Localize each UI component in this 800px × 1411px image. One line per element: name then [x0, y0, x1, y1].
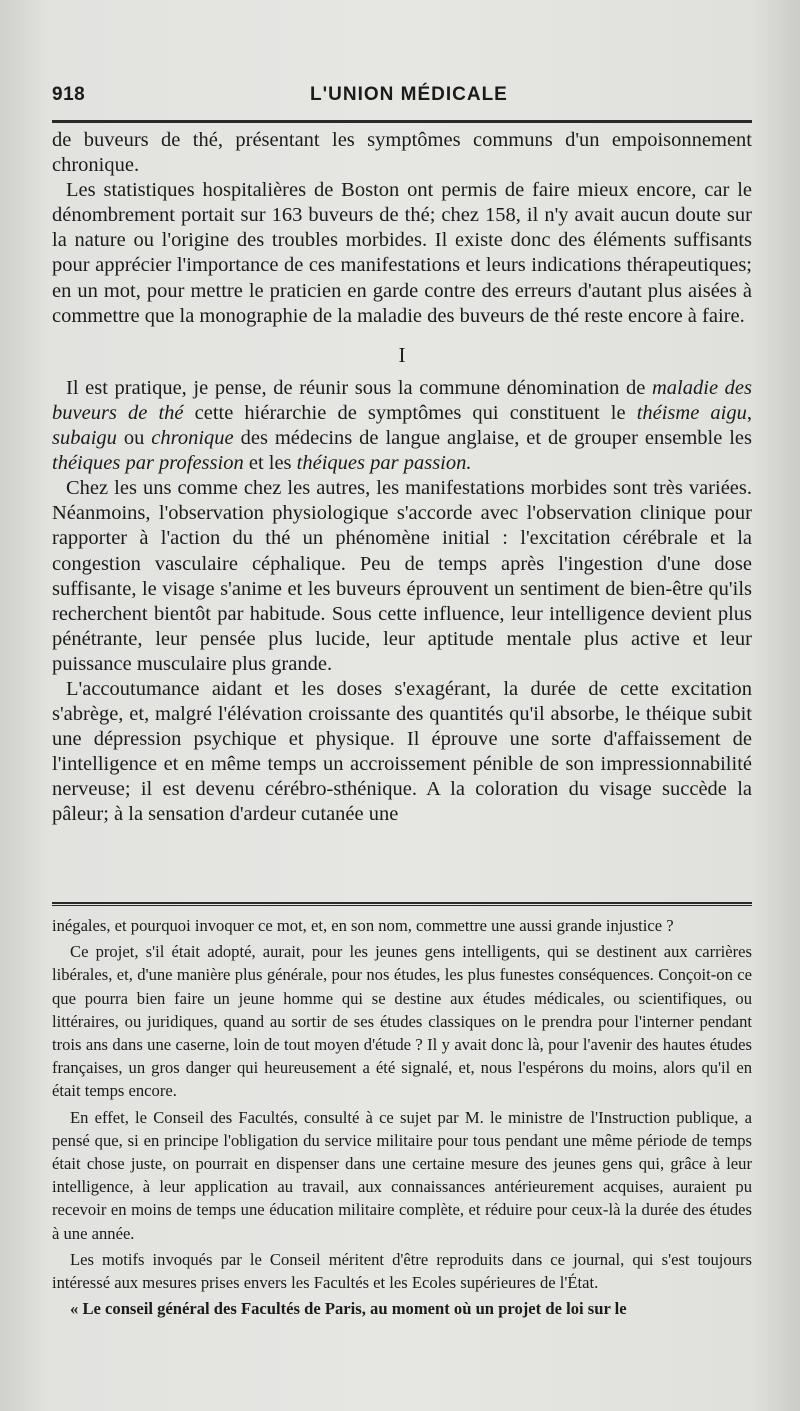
section-number: I — [398, 342, 406, 367]
emphasis: théiques par passion. — [296, 452, 472, 475]
feuilleton-paragraph: inégales, et pourquoi invoquer ce mot, et, en son nom, commettre une aussi grande injustice ? — [52, 916, 674, 935]
emphasis: chronique — [151, 427, 234, 450]
paragraph: Chez les uns comme chez les autres, les manifestations morbides sont très variées. Néanmoins, l'observation physiologique s'accorde avec l'observation clinique pour rapporter à l'action du thé un phénomène initial : l'excitation cérébrale et la congestion vasculaire céphalique. Peu de temps après l'ingestion d'une dose suffisante, le visage s'anime et les buveurs éprouvent un sentiment de bien-être qu'ils recherchent bientôt par habitude. Sous cette influence, leur intelligence devient plus pénétrante, leur pensée plus lucide, leur aptitude mentale plus active et leur puissance musculaire plus grande. — [52, 477, 752, 675]
emphasis: théisme aigu — [636, 401, 747, 424]
paragraph: Il est pratique, je pense, de réunir sous la commune dénomination de maladie des buveurs de thé cette hiérarchie de symptômes qui constituent le théisme aigu, subaigu ou chronique des médecins de langue anglaise, et de grouper ensemble les théiques par profession et les théiques par passion. — [52, 376, 753, 475]
feuilleton-rule — [52, 902, 752, 906]
paragraph: de buveurs de thé, présentant les symptômes communs d'un empoisonnement chronique. — [52, 129, 752, 177]
feuilleton-section — [52, 914, 752, 1323]
emphasis: maladie des buveurs de thé — [52, 376, 752, 424]
feuilleton-paragraph: Les motifs invoqués par le Conseil méritent d'être reproduits dans ce journal, qui s'est toujours intéressé aux mesures prises envers les Facultés et les Ecoles supérieures de l'État. — [52, 1249, 752, 1293]
page-number: 918 — [52, 84, 86, 105]
article-body — [52, 128, 752, 828]
page-header — [52, 82, 752, 110]
header-rule — [52, 120, 752, 123]
emphasis: subaigu — [52, 427, 117, 450]
feuilleton-paragraph: En effet, le Conseil des Facultés, consulté à ce sujet par M. le ministre de l'Instruction publique, a pensé que, si en principe l'obligation du service militaire pour tous pendant une même période de temps était chose juste, on pourrait en dispenser dans une certaine mesure des jeunes gens qui, grâce à leur intelligence, à leur application au travail, aux connaissances antérieurement acquises, auraient pu recevoir en moins de temps une éducation militaire complète, et réduire pour ceux-là la durée des études à une année. — [52, 1107, 752, 1243]
running-title: L'UNION MÉDICALE — [310, 84, 508, 105]
feuilleton-paragraph: « Le conseil général des Facultés de Paris, au moment où un projet de loi sur le — [70, 1299, 627, 1319]
emphasis: théiques par profession — [52, 452, 244, 475]
paragraph: Les statistiques hospitalières de Boston ont permis de faire mieux encore, car le dénombrement portait sur 163 buveurs de thé; chez 158, il n'y avait aucun doute sur la nature ou l'origine des troubles morbides. Il existe donc des éléments suffisants pour apprécier l'importance de ces manifestations et leurs indications thérapeutiques; en un mot, pour mettre le praticien en garde contre des erreurs d'autant plus aisées à commettre que la monographie de la maladie des buveurs de thé reste encore à faire. — [52, 179, 752, 327]
feuilleton-paragraph: Ce projet, s'il était adopté, aurait, pour les jeunes gens intelligents, qui se destinent aux carrières libérales, et, d'une manière plus générale, pour nos études, les plus funestes conséquences. Conçoit-on ce que pourra bien faire un jeune homme qui se destine aux études médicales, ou scientifiques, ou littéraires, ou juridiques, quand au sortir de ses études classiques on le prendra pour l'interner pendant trois ans dans une caserne, loin de tout moyen d'étude ? Il y avait donc là, pour l'avenir des hautes études françaises, un gros danger qui heureusement a été signalé, et, nous l'espérons du moins, alors qu'il en était temps encore. — [52, 942, 752, 1101]
paragraph: L'accoutumance aidant et les doses s'exagérant, la durée de cette excitation s'abrège, et, malgré l'élévation croissante des quantités qu'il absorbe, le théique subit une dépression psychique et physique. Il éprouve une sorte d'affaissement de l'intelligence et en même temps un accroissement pénible de son impressionnabilité nerveuse; il est devenu cérébro-sthénique. A la coloration du visage succède la pâleur; à la sensation d'ardeur cutanée une — [52, 677, 752, 826]
